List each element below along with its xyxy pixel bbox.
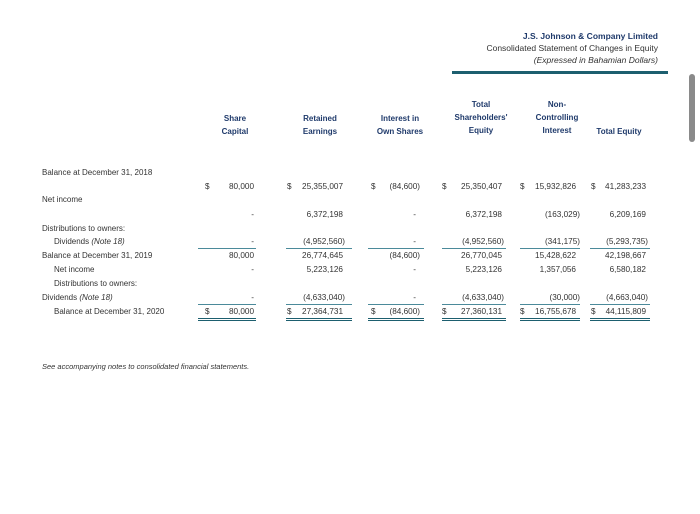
- statement-title: Consolidated Statement of Changes in Equity: [486, 43, 658, 53]
- cell-nci: (341,175): [544, 237, 580, 246]
- currency-note: (Expressed in Bahamian Dollars): [533, 55, 658, 65]
- subtotal-rule: [590, 304, 650, 305]
- total-rule: [368, 318, 424, 319]
- cell-total-equity: 6,209,169: [609, 210, 646, 219]
- subtotal-rule: [286, 304, 352, 305]
- row-label-net-income-1: Net income: [42, 195, 83, 204]
- currency-symbol: $: [287, 182, 292, 191]
- total-rule: [520, 320, 580, 321]
- cell-share-capital: 80,000: [228, 251, 254, 260]
- row-label-distributions-1: Distributions to owners:: [42, 224, 126, 233]
- total-rule: [286, 320, 352, 321]
- col-header-interest-own-shares: Interest in Own Shares: [376, 114, 424, 136]
- cell-nci: 1,357,056: [539, 265, 576, 274]
- total-rule: [590, 318, 650, 319]
- total-rule: [198, 320, 256, 321]
- col-header-retained-earnings: Retained Earnings: [302, 114, 338, 136]
- note-reference: (Note 18): [91, 237, 125, 246]
- cell-retained: 26,774,645: [302, 251, 343, 260]
- cell-share-capital: -: [251, 293, 254, 302]
- currency-symbol: $: [591, 182, 596, 191]
- note-reference: (Note 18): [79, 293, 113, 302]
- cell-total-shareholders: 5,223,126: [465, 265, 502, 274]
- col-header-total-equity: Total Equity: [596, 127, 642, 136]
- currency-symbol: $: [371, 307, 376, 316]
- cell-total-shareholders: (4,633,040): [462, 293, 504, 302]
- currency-symbol: $: [287, 307, 292, 316]
- total-rule: [442, 318, 506, 319]
- currency-symbol: $: [520, 182, 525, 191]
- cell-total-equity: 42,198,667: [605, 251, 646, 260]
- row-label-dividends-1: Dividends (Note 18): [54, 237, 125, 246]
- cell-own-shares: -: [413, 237, 416, 246]
- subtotal-rule: [198, 248, 256, 249]
- cell-nci: 16,755,678: [535, 307, 576, 316]
- cell-total-shareholders: 27,360,131: [461, 307, 502, 316]
- cell-retained: 6,372,198: [306, 210, 343, 219]
- subtotal-rule: [286, 248, 352, 249]
- currency-symbol: $: [205, 307, 210, 316]
- row-label-distributions-2: Distributions to owners:: [54, 279, 138, 288]
- subtotal-rule: [368, 304, 424, 305]
- cell-own-shares: -: [413, 265, 416, 274]
- subtotal-rule: [590, 248, 650, 249]
- vertical-scrollbar[interactable]: [684, 0, 700, 514]
- cell-total-equity: 6,580,182: [609, 265, 646, 274]
- company-header: [486, 30, 658, 66]
- subtotal-rule: [520, 304, 580, 305]
- cell-nci: 15,428,622: [535, 251, 576, 260]
- cell-total-equity: 41,283,233: [605, 182, 646, 191]
- subtotal-rule: [520, 248, 580, 249]
- total-rule: [442, 320, 506, 321]
- cell-nci: (163,029): [544, 210, 580, 219]
- cell-total-equity: (4,663,040): [606, 293, 648, 302]
- cell-retained: (4,952,560): [303, 237, 345, 246]
- scrollbar-thumb[interactable]: [689, 74, 695, 142]
- total-rule: [520, 318, 580, 319]
- cell-own-shares: -: [413, 210, 416, 219]
- company-name: J.S. Johnson & Company Limited: [522, 31, 658, 41]
- total-rule: [286, 318, 352, 319]
- subtotal-rule: [442, 304, 506, 305]
- total-rule: [198, 318, 256, 319]
- footnote: See accompanying notes to consolidated financial statements.: [42, 362, 250, 371]
- col-header-total-shareholders-equity: Total Shareholders' Equity: [454, 100, 508, 135]
- currency-symbol: $: [442, 182, 447, 191]
- col-header-non-controlling-interest: Non- Controlling Interest: [535, 100, 579, 135]
- cell-total-shareholders: (4,952,560): [462, 237, 504, 246]
- cell-total-equity: (5,293,735): [606, 237, 648, 246]
- cell-own-shares: (84,600): [389, 307, 420, 316]
- cell-own-shares: (84,600): [389, 182, 420, 191]
- cell-share-capital: -: [251, 210, 254, 219]
- cell-retained: 25,355,007: [302, 182, 343, 191]
- total-rule: [368, 320, 424, 321]
- cell-retained: 5,223,126: [306, 265, 343, 274]
- row-label-balance-2020: Balance at December 31, 2020: [54, 307, 165, 316]
- total-rule: [590, 320, 650, 321]
- cell-share-capital: 80,000: [228, 307, 254, 316]
- cell-total-shareholders: 6,372,198: [465, 210, 502, 219]
- subtotal-rule: [442, 248, 506, 249]
- row-label-dividends-2: Dividends (Note 18): [42, 293, 113, 302]
- subtotal-rule: [368, 248, 424, 249]
- cell-share-capital: -: [251, 265, 254, 274]
- currency-symbol: $: [442, 307, 447, 316]
- row-label-balance-2019: Balance at December 31, 2019: [42, 251, 153, 260]
- row-label-balance-2018: Balance at December 31, 2018: [42, 168, 153, 177]
- cell-retained: (4,633,040): [303, 293, 345, 302]
- cell-total-shareholders: 26,770,045: [461, 251, 502, 260]
- col-header-share-capital: Share Capital: [221, 114, 249, 136]
- row-label-net-income-2: Net income: [54, 265, 95, 274]
- cell-own-shares: -: [413, 293, 416, 302]
- cell-share-capital: -: [251, 237, 254, 246]
- cell-total-equity: 44,115,809: [605, 307, 646, 316]
- cell-retained: 27,364,731: [302, 307, 343, 316]
- currency-symbol: $: [591, 307, 596, 316]
- currency-symbol: $: [371, 182, 376, 191]
- currency-symbol: $: [520, 307, 525, 316]
- cell-own-shares: (84,600): [389, 251, 420, 260]
- cell-nci: 15,932,826: [535, 182, 576, 191]
- cell-share-capital: 80,000: [228, 182, 254, 191]
- cell-total-shareholders: 25,350,407: [461, 182, 502, 191]
- subtotal-rule: [198, 304, 256, 305]
- header-rule: [452, 71, 668, 74]
- cell-nci: (30,000): [549, 293, 580, 302]
- currency-symbol: $: [205, 182, 210, 191]
